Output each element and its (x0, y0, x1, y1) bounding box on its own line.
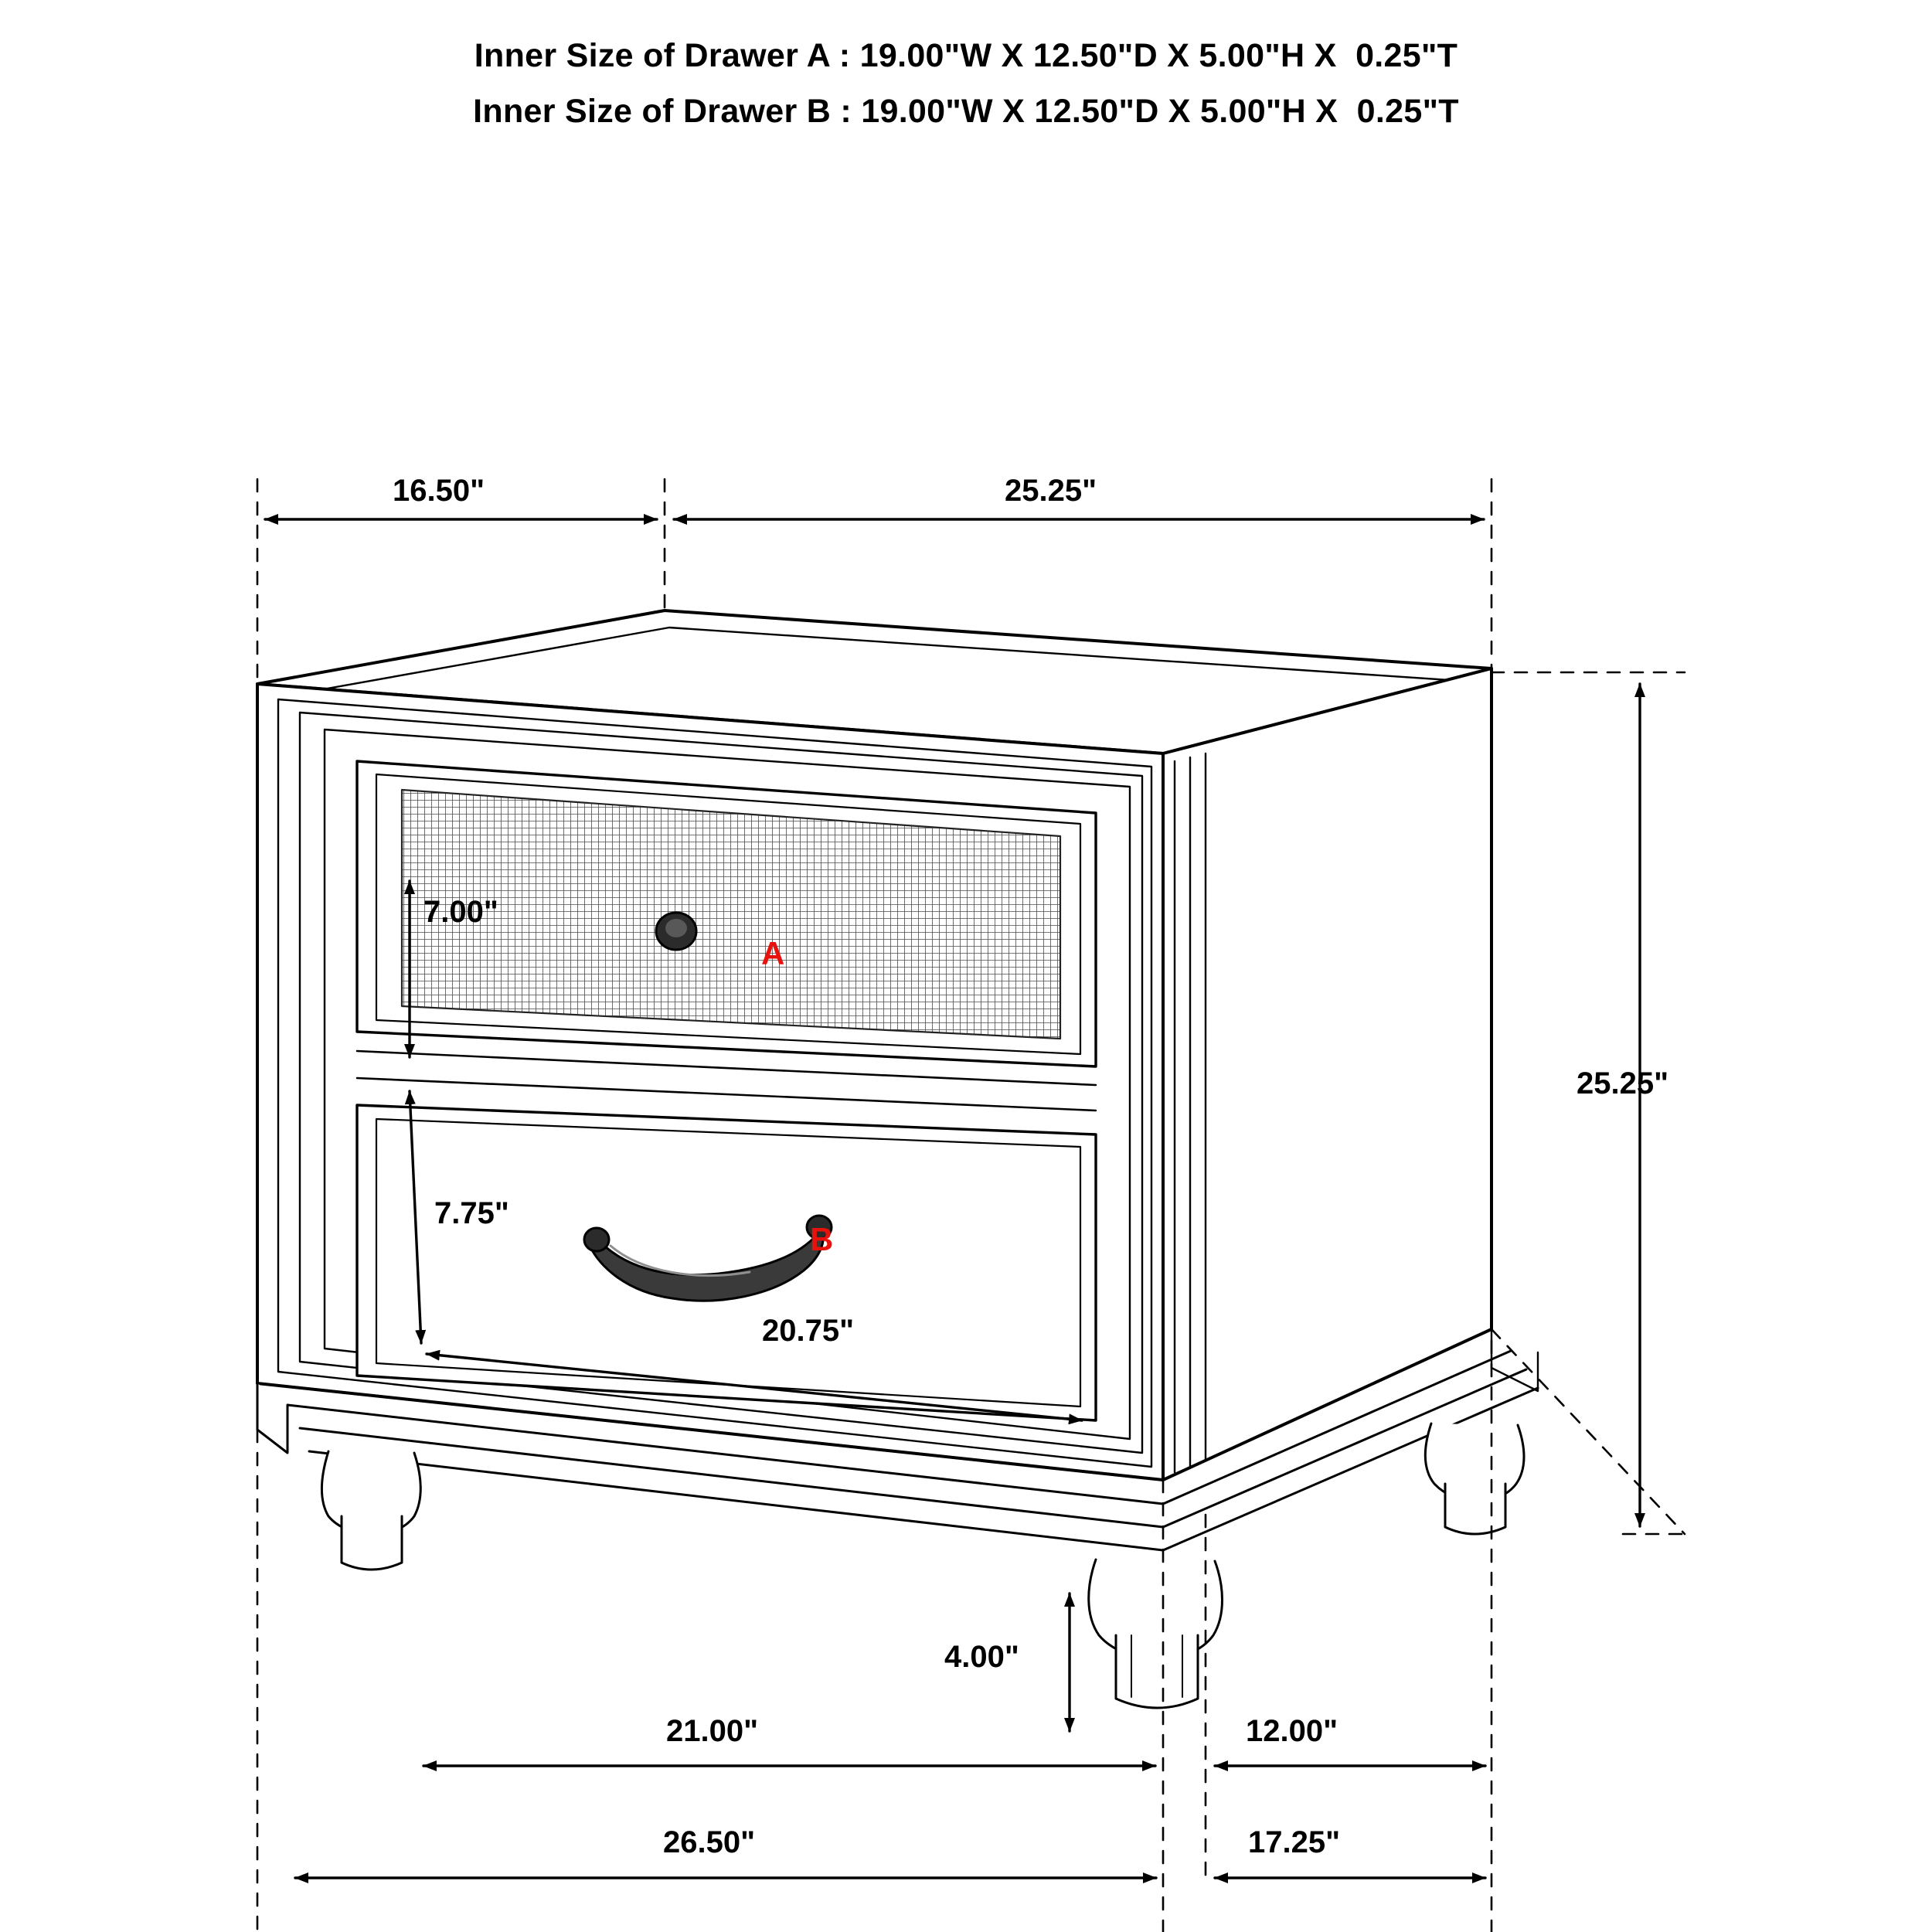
header-line-1: Inner Size of Drawer A : 19.00"W X 12.50"D X 5.00"H X 0.25"T (474, 37, 1458, 74)
dim-front-inner-width: 21.00" (666, 1714, 759, 1748)
header-line-2: Inner Size of Drawer B : 19.00"W X 12.50"D X 5.00"H X 0.25"T (473, 93, 1459, 130)
dim-top-right: 25.25" (1005, 474, 1097, 508)
dim-drawer-b-width: 20.75" (762, 1314, 855, 1348)
dim-drawer-b-height: 7.75" (434, 1196, 509, 1230)
dim-side-inner-depth: 12.00" (1246, 1714, 1338, 1748)
dim-front-outer-width: 26.50" (663, 1825, 756, 1859)
dim-leg-height: 4.00" (944, 1640, 1019, 1674)
dim-drawer-a-height: 7.00" (423, 895, 498, 929)
drawer-b-label: B (810, 1221, 834, 1257)
dim-top-left: 16.50" (393, 474, 485, 508)
dim-overall-height: 25.25" (1577, 1066, 1669, 1100)
drawer-a-label: A (761, 935, 785, 971)
dim-side-outer-depth: 17.25" (1248, 1825, 1341, 1859)
